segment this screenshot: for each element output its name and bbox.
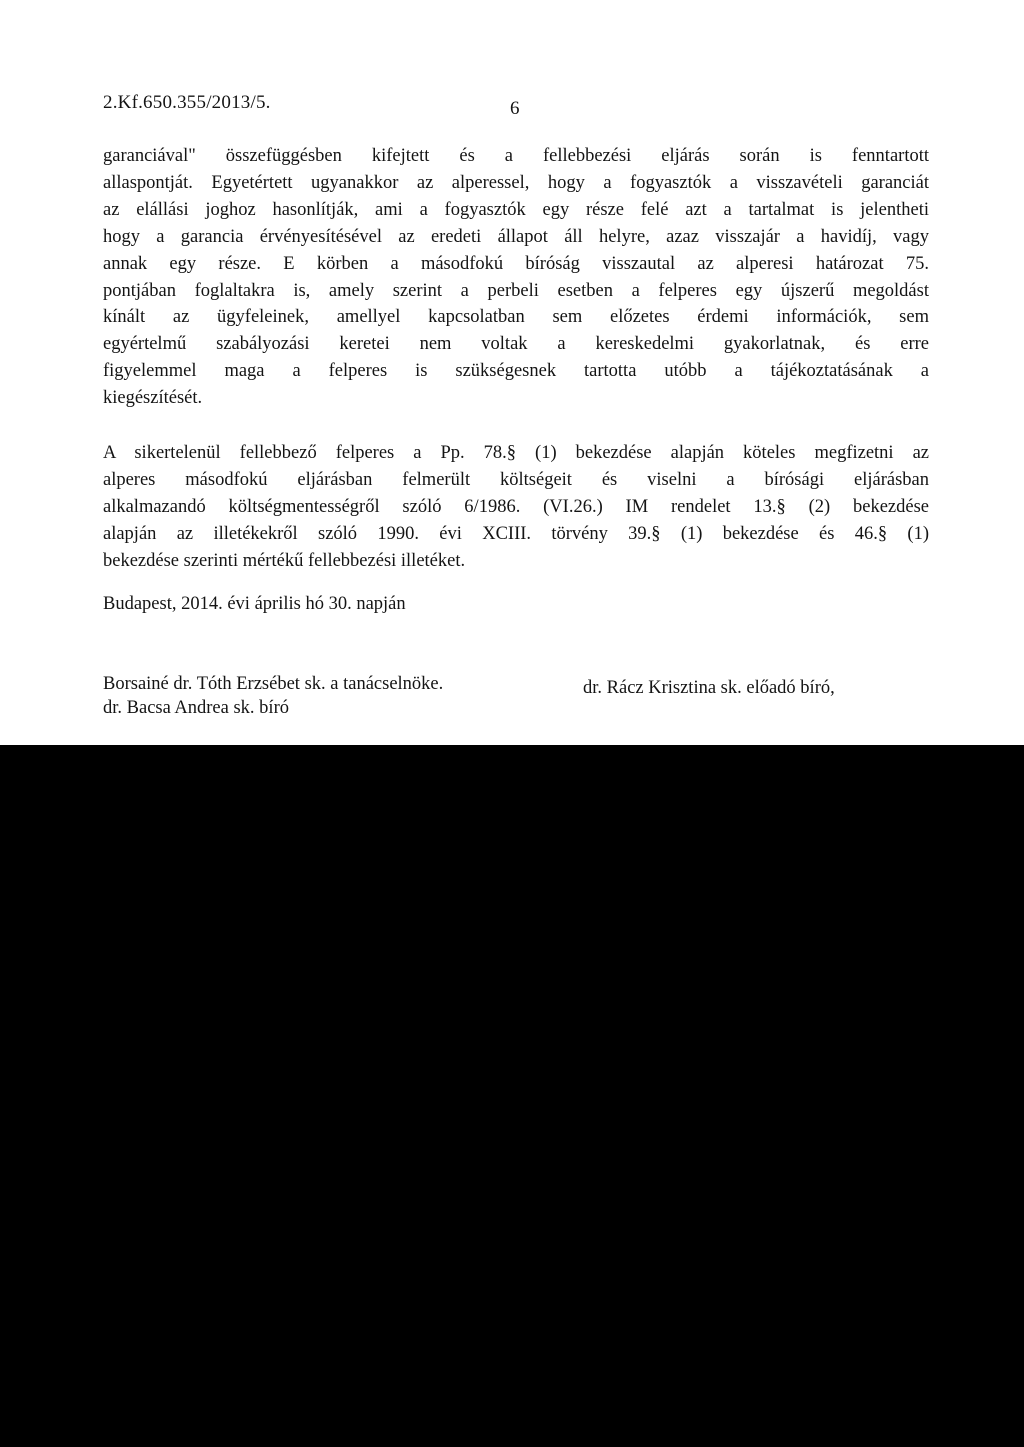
text-line: pontjában foglaltakra is, amely szerint a perbeli esetben a felperes egy újszerű megoldást: [103, 280, 929, 301]
text-line: egyértelmű szabályozási keretei nem voltak a kereskedelmi gyakorlatnak, és erre: [103, 334, 929, 355]
signature-judge: dr. Bacsa Andrea sk. bíró: [103, 698, 289, 718]
text-line: kiegészítését.: [103, 388, 203, 409]
text-line: az elállási joghoz hasonlítják, ami a fogyasztók egy része felé azt a tartalmat is jelentheti: [103, 199, 929, 220]
page-number: 6: [510, 98, 520, 119]
text-line: garanciával" összefüggésben kifejtett és a fellebbezési eljárás során is fenntartott: [103, 146, 929, 166]
text-line: annak egy része. E körben a másodfokú bíróság visszautal az alperesi határozat 75.: [103, 253, 929, 274]
case-number: 2.Kf.650.355/2013/5.: [103, 92, 271, 113]
reasoning-paragraph: [103, 143, 929, 412]
text-line: allaspontját. Egyetértett ugyanakkor az alperessel, hogy a fogyasztók a visszavételi garanciát: [103, 172, 929, 193]
signature-chair: Borsainé dr. Tóth Erzsébet sk. a tanácselnöke.: [103, 674, 444, 694]
text-line: alkalmazandó költségmentességről szóló 6/1986. (VI.26.) IM rendelet 13.§ (2) bekezdése: [103, 496, 929, 517]
text-line: alapján az illetékekről szóló 1990. évi XCIII. törvény 39.§ (1) bekezdése és 46.§ (1): [103, 523, 929, 544]
place-and-date: Budapest, 2014. évi április hó 30. napján: [103, 594, 406, 614]
signature-rapporteur: dr. Rácz Krisztina sk. előadó bíró,: [583, 678, 835, 698]
text-line: kínált az ügyfeleinek, amellyel kapcsolatban sem előzetes érdemi információk, sem: [103, 307, 929, 328]
text-line: alperes másodfokú eljárásban felmerült költségeit és viselni a bírósági eljárásban: [103, 469, 929, 490]
text-line: bekezdése szerinti mértékű fellebbezési illetéket.: [103, 550, 466, 571]
text-line: hogy a garancia érvényesítésével az eredeti állapot áll helyre, azaz visszajár a havidíj, vagy: [103, 226, 929, 247]
text-line: A sikertelenül fellebbező felperes a Pp. 78.§ (1) bekezdése alapján köteles megfizetni az: [103, 443, 929, 463]
costs-paragraph: [103, 440, 929, 575]
text-line: figyelemmel maga a felperes is szükségesnek tartotta utóbb a tájékoztatásának a: [103, 361, 929, 382]
